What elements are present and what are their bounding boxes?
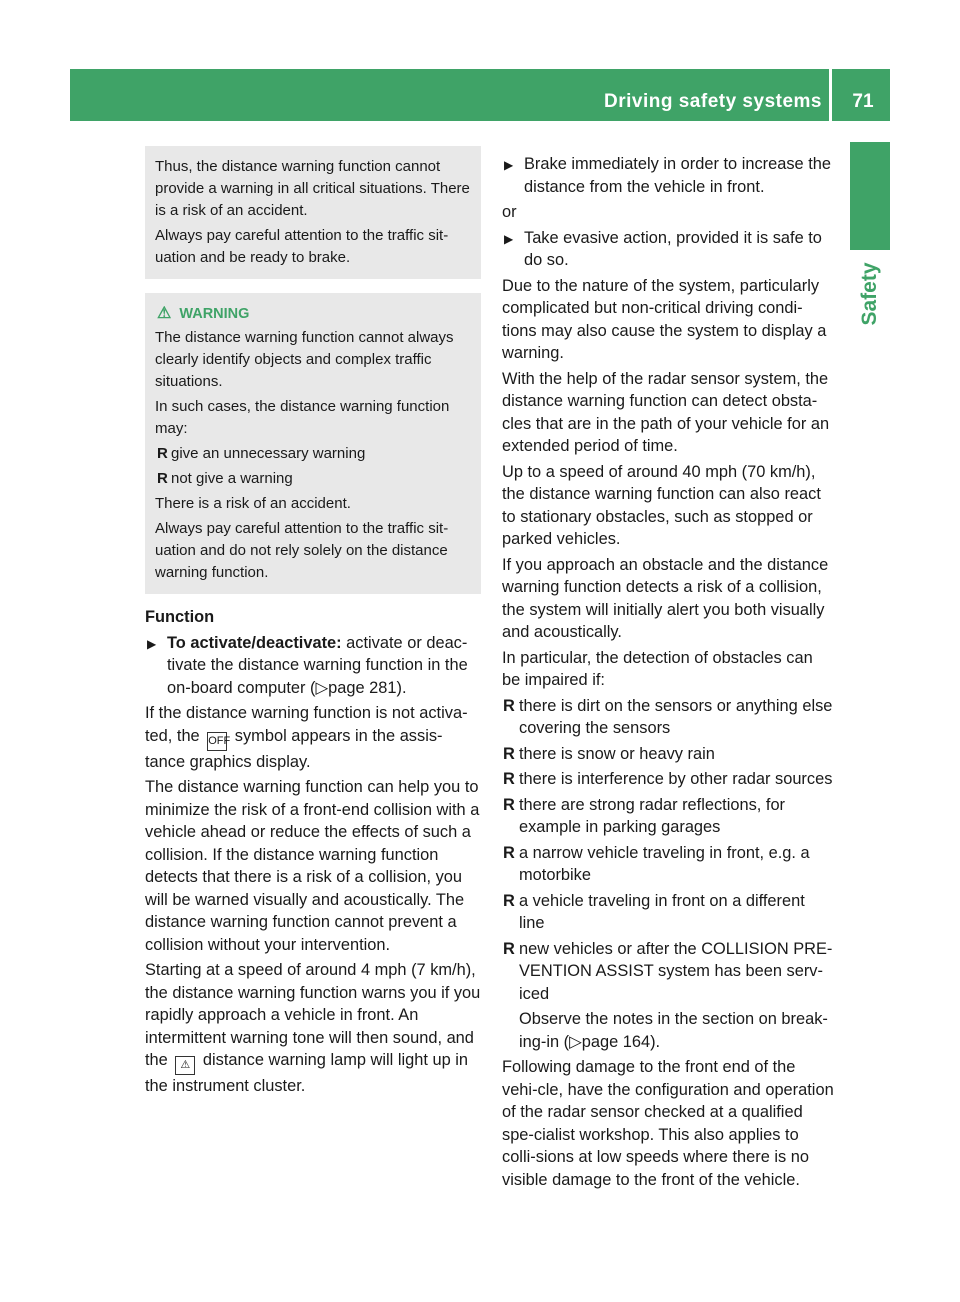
paragraph: Due to the nature of the system, particularly complicated but non-critical driving condi-tions may also cause the system to display a warning. <box>502 276 827 362</box>
warning-paragraph: There is a risk of an accident. <box>155 495 351 512</box>
function-heading: Function <box>145 608 215 626</box>
side-tab <box>850 142 890 250</box>
list-item: R new vehicles or after the COLLISION PRE-VENTION ASSIST system has been serv-iced <box>503 939 833 1003</box>
page-ref-link[interactable]: page 164). <box>581 1032 661 1051</box>
paragraph: Up to a speed of around 40 mph (70 km/h), the distance warning function can also react to stationary obstacles, such as stopped or parked vehicles. <box>502 462 821 548</box>
instruction-step: ▶ To activate/deactivate: activate or deac-tivate the distance warning function in the on-board computer (▷page 281). <box>147 633 468 697</box>
list-item: R a vehicle traveling in front on a different line <box>503 891 805 932</box>
instruction-step: ▶ Brake immediately in order to increase the distance from the vehicle in front. <box>504 155 832 196</box>
distance-warning-off-icon: OFF <box>207 732 227 751</box>
paragraph: Starting at a speed of around 4 mph (7 km/h), the distance warning function warns you if you rapidly approach a vehicle in front. An intermittent warning tone will then sound, and the ⚠ distance warning lamp will light up in the instrument cluster. <box>145 961 481 1095</box>
warning-bullet: R give an unnecessary warning <box>155 443 471 465</box>
arrow-icon: ▶ <box>504 158 514 172</box>
paragraph: With the help of the radar sensor system, the distance warning function can detect obsta-cles that are in the path of your vehicle for an extended period of time. <box>502 369 830 455</box>
bullet-icon: R <box>503 696 515 715</box>
bullet-icon: R <box>503 939 515 958</box>
header-divider <box>829 69 832 121</box>
observe-note: Observe the notes in the section on break-ing-in (▷page 164). <box>519 1010 828 1051</box>
warning-heading <box>155 303 471 325</box>
or-text: or <box>502 203 517 221</box>
section-title: Driving safety systems <box>604 91 822 112</box>
list-item: R there is dirt on the sensors or anything else covering the sensors <box>503 696 833 737</box>
note-paragraph: Always pay careful attention to the traffic sit-uation and be ready to brake. <box>155 227 449 266</box>
right-column <box>502 153 834 1194</box>
warning-bullet: R not give a warning <box>155 468 471 490</box>
bullet-icon: R <box>503 843 515 862</box>
distance-warning-lamp-icon: ⚠ <box>175 1056 195 1075</box>
bullet-icon: R <box>157 470 168 487</box>
page-ref-icon: ▷ <box>315 678 329 697</box>
paragraph: The distance warning function can help you to minimize the risk of a front-end collision with a vehicle ahead or reduce the effects of such a collision. If the distance warning function detects that there is a risk of a collision, you will be warned visually and acoustically. The distance warning function cannot prevent a collision without your intervention. <box>145 778 480 954</box>
bullet-icon: R <box>503 795 515 814</box>
side-label-text: Safety <box>858 262 881 326</box>
left-column <box>145 146 481 1101</box>
warning-triangle-icon: ⚠ <box>157 305 172 322</box>
page-ref-link[interactable]: page 281). <box>328 678 407 697</box>
side-label <box>853 254 887 334</box>
warning-paragraph: In such cases, the distance warning function may: <box>155 398 450 437</box>
warning-box <box>145 293 481 594</box>
step-lead: To activate/deactivate: <box>167 633 342 652</box>
paragraph: If you approach an obstacle and the distance warning function detects a risk of a collision, the system will initially alert you both visually and acoustically. <box>502 555 829 641</box>
list-item: R a narrow vehicle traveling in front, e.g. a motorbike <box>503 843 810 884</box>
bullet-icon: R <box>503 770 515 788</box>
paragraph: In particular, the detection of obstacles can be impaired if: <box>502 648 813 689</box>
warning-paragraph: The distance warning function cannot always clearly identify objects and complex traffic situations. <box>155 329 454 390</box>
note-box <box>145 146 481 279</box>
note-paragraph: Thus, the distance warning function cannot provide a warning in all critical situations. There is a risk of an accident. <box>155 158 470 219</box>
warning-paragraph: Always pay careful attention to the traffic sit-uation and do not rely solely on the distance warning function. <box>155 520 449 581</box>
page-ref-icon: ▷ <box>569 1032 582 1051</box>
arrow-icon: ▶ <box>147 636 157 651</box>
instruction-step: ▶ Take evasive action, provided it is safe to do so. <box>504 228 822 269</box>
warning-heading-text: WARNING <box>179 306 250 322</box>
bullet-icon: R <box>503 744 515 763</box>
bullet-icon: R <box>157 445 168 462</box>
paragraph: Following damage to the front end of the vehi-cle, have the configuration and operation of the radar sensor checked at a qualified spe-cialist workshop. This also applies to colli-sions at low speeds where there is no visible damage to the front of the vehicle. <box>502 1058 834 1189</box>
list-item: R there is snow or heavy rain <box>502 743 834 766</box>
paragraph: If the distance warning function is not activa-ted, the OFF symbol appears in the assis-tance graphics display. <box>145 704 468 771</box>
list-item: R there is interference by other radar sources <box>502 768 834 791</box>
list-item: R there are strong radar reflections, for example in parking garages <box>503 795 786 836</box>
page-number: 71 <box>852 91 874 112</box>
arrow-icon: ▶ <box>504 231 514 246</box>
bullet-icon: R <box>503 891 515 910</box>
